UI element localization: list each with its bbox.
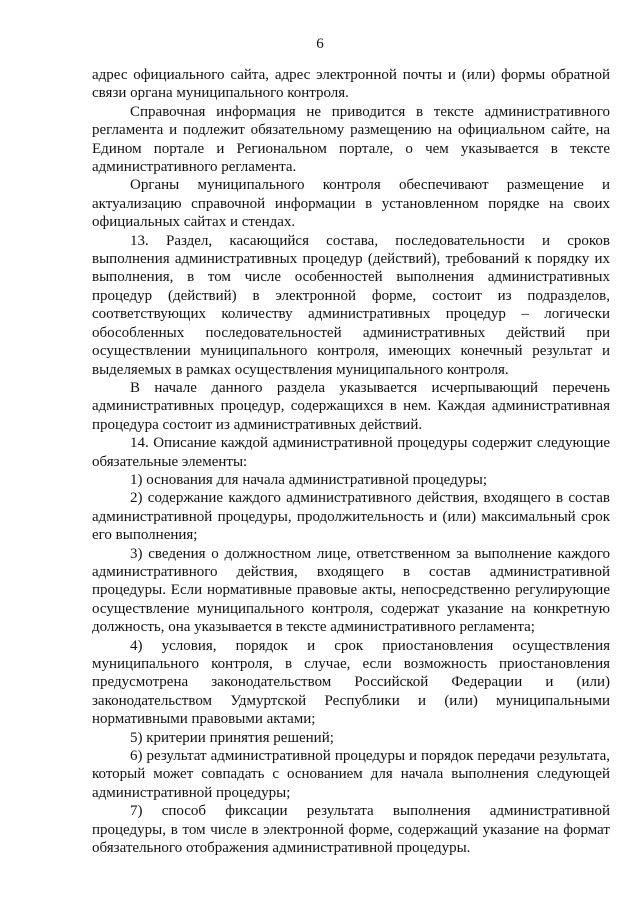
paragraph-reference-info: Справочная информация не приводится в тексте административного регламента и подлежит обязательному размещению на официальном сайте, на Едином портале и Региональном портале, о чем указывается в тексте административного регламента. [92,103,610,176]
paragraph-section-start: В начале данного раздела указывается исчерпывающий перечень административных процедур, содержащихся в нем. Каждая административная процедура состоит из административных действий. [92,379,610,433]
paragraph-contact-continuation: адрес официального сайта, адрес электронной почты и (или) формы обратной связи органа муниципального контроля. [92,67,610,102]
list-item-2: 2) содержание каждого административного действия, входящего в состав административной процедуры, продолжительность и (или) максимальный срок его выполнения; [92,490,610,544]
list-item-7: 7) способ фиксации результата выполнения административной процедуры, в том числе в электронной форме, содержащий указание на формат обязательного отображения административной процедуры. [92,803,610,857]
page-number: 6 [316,36,324,52]
list-item-5: 5) критерии принятия решений; [130,729,334,746]
paragraph-control-bodies: Органы муниципального контроля обеспечивают размещение и актуализацию справочной информации в установленном порядке на своих официальных сайтах и стендах. [92,177,610,231]
paragraph-item-14: 14. Описание каждой административной процедуры содержит следующие обязательные элементы: [92,435,610,470]
list-item-4: 4) условия, порядок и срок приостановления осуществления муниципального контроля, в случае, если возможность приостановления предусмотрена законодательством Российской Федерации и (или) законодательством Удмуртской Республики и (или) муниципальными нормативными правовыми актами; [92,637,610,728]
document-body [92,66,610,857]
list-item-6: 6) результат административной процедуры и порядок передачи результата, который может совпадать с основанием для начала выполнения следующей административной процедуры; [92,748,610,801]
paragraph-item-13: 13. Раздел, касающийся состава, последовательности и сроков выполнения административных процедур (действий), требований к порядку их выполнения, в том числе особенностей выполнения административных процедур (действий) в электронной форме, состоит из подразделов, соответствующих количеству административных процедур – логически обособленных последовательностей административных действий при осуществлении муниципального контроля, имеющих конечный результат и выделяемых в рамках осуществления муниципального контроля. [92,232,610,378]
list-item-3: 3) сведения о должностном лице, ответственном за выполнение каждого административного действия, входящего в состав административной процедуры. Если нормативные правовые акты, непосредственно регулирующие осуществление муниципального контроля, содержат указание на конкретную должность, она указывается в тексте административного регламента; [92,545,610,636]
list-item-1: 1) основания для начала административной процедуры; [130,471,488,488]
